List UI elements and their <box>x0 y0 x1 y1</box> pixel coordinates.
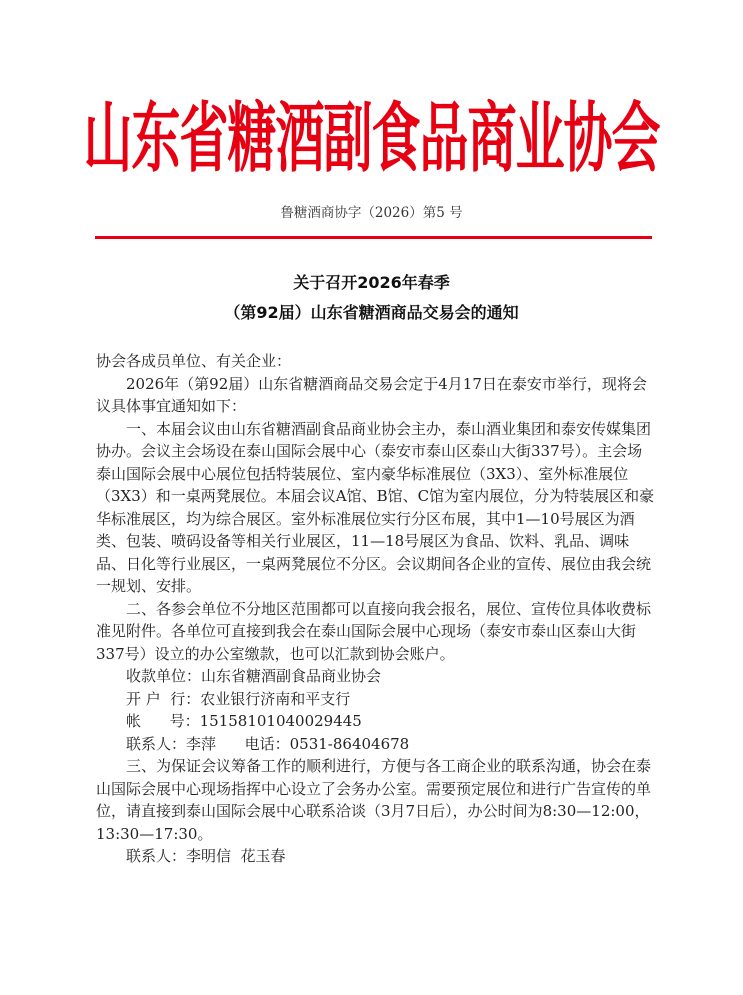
section-3-paragraph: 三、为保证会议筹备工作的顺利进行，方便与各工商企业的联系沟通，协会在泰山国际会展中心现场指挥中心设立了会务办公室。需要预定展位和进行广告宣传的单位，请直接到泰山国际会展中心联系洽谈（3月7日后），办公时间为8:30—12:00，13:30—17:30。 <box>96 757 652 843</box>
red-divider-line <box>95 236 652 239</box>
intro-paragraph: 2026年（第92届）山东省糖酒商品交易会定于4月17日在泰安市举行，现将会议具体事宜通知如下： <box>96 374 647 415</box>
document-number: 鲁糖酒商协字（2026）第5 号 <box>280 205 463 221</box>
organization-header: 山东省糖酒副食品商业协会 <box>83 94 660 183</box>
payee-line: 收款单位：山东省糖酒副食品商业协会 <box>126 667 382 685</box>
account-line: 帐 号：15158101040029445 <box>126 712 362 730</box>
notice-title-line-2: （第92届）山东省糖酒商品交易会的通知 <box>224 303 519 322</box>
section-1-paragraph: 一、本届会议由山东省糖酒副食品商业协会主办，泰山酒业集团和泰安传媒集团协办。会议主会场设在泰山国际会展中心（泰安市泰山区泰山大街337号）。主会场泰山国际会展中心展位包括特装展位、室内豪华标准展位（3X3）、室外标准展位（3X3）和一桌两凳展位。本届会议A馆、B馆、C馆为室内展位，分为特装展区和豪华标准展区，均为综合展区。室外标准展位实行分区布展，其中1—10号展区为酒类、包装、喷码设备等相关行业展区，11—18号展区为食品、饮料、乳品、调味品、日化等行业展区，一桌两凳展位不分区。会议期间各企业的宣传、展位由我会统一规划、安排。 <box>96 419 655 595</box>
bank-line: 开 户 行：农业银行济南和平支行 <box>126 689 351 708</box>
section-2-paragraph: 二、各参会单位不分地区范围都可以直接向我会报名，展位、宣传位具体收费标准见附件。各单位可直接到我会在泰山国际会展中心现场（泰安市泰山区泰山大街337号）设立的办公室缴款，也可以汇款到协会账户。 <box>96 599 652 663</box>
contact-phone-line: 联系人：李萍 电话：0531-86404678 <box>126 734 410 753</box>
salutation: 协会各成员单位、有关企业： <box>96 352 292 370</box>
notice-body <box>96 350 656 868</box>
notice-title-line-1: 关于召开2026年春季 <box>293 273 450 292</box>
contact-names-line: 联系人：李明信 花玉春 <box>126 847 286 865</box>
